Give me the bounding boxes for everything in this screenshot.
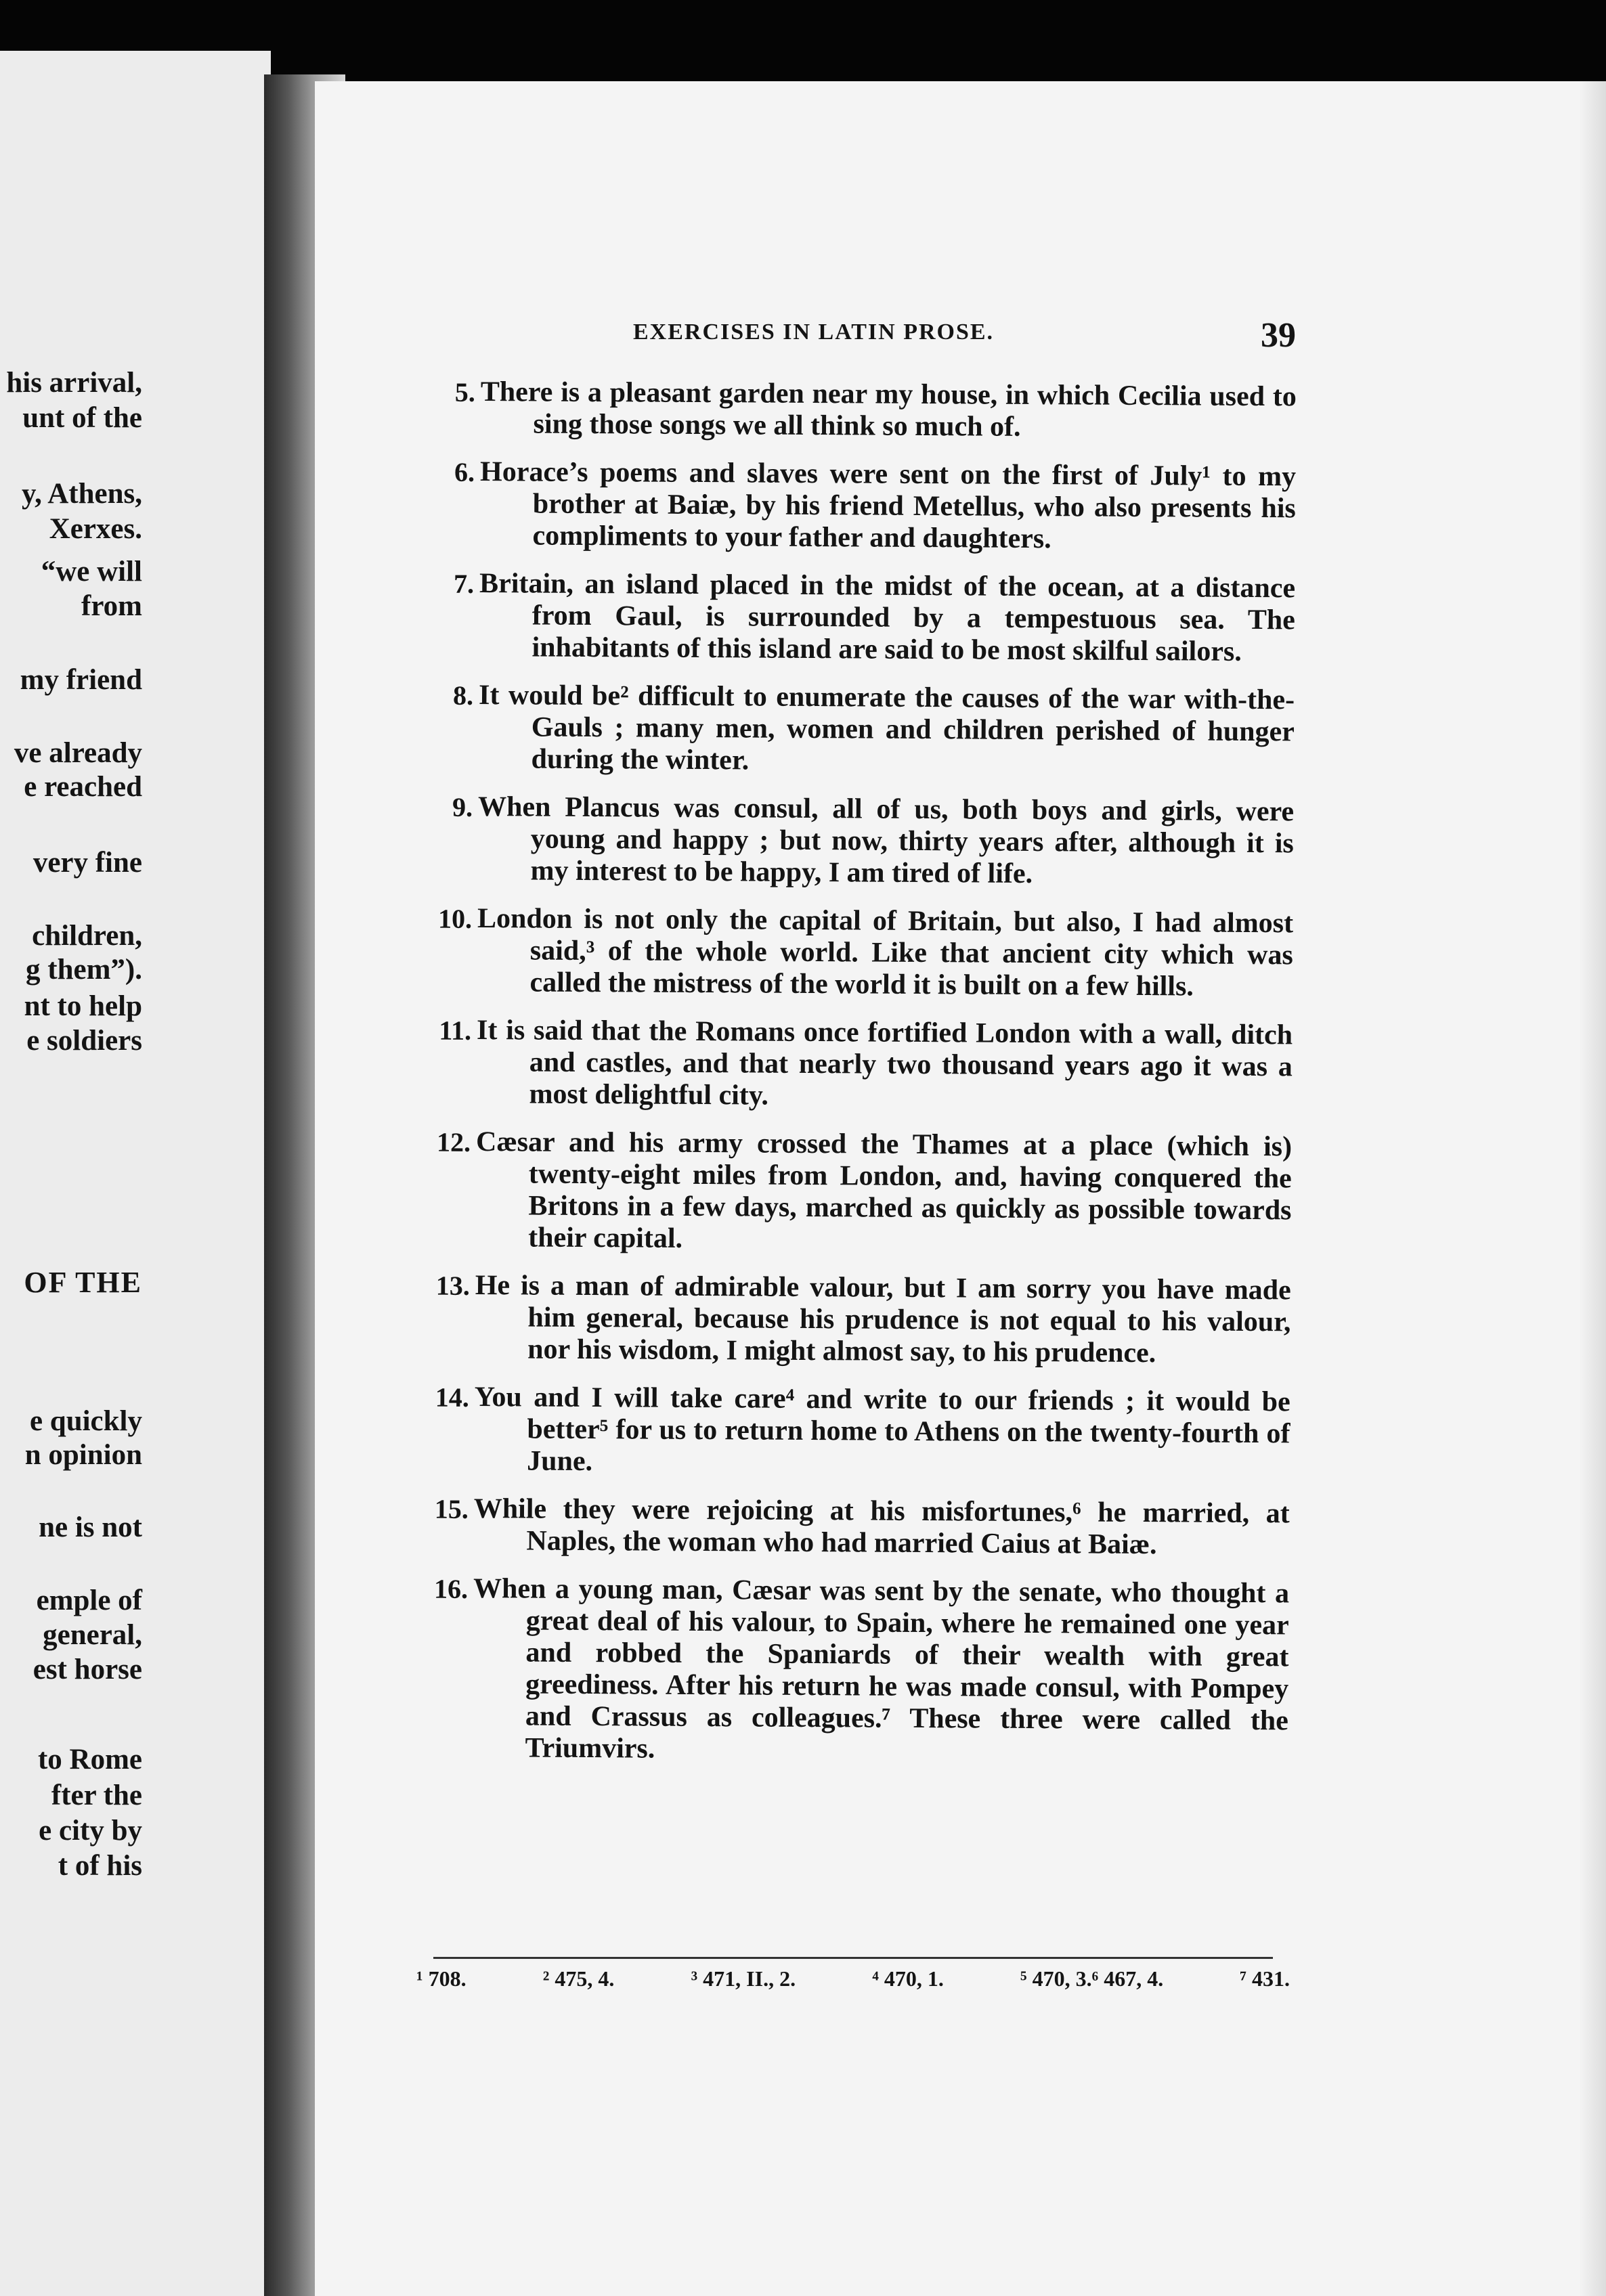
exercise-text: When a young man, Cæsar was sent by the senate, who thought a great deal of his valour, to Spain, where he remained one year and robbed the Spaniards of their wealth with great greediness. After his return he was made consul, with Pompey and Crassus as colleagues.⁷ These three were called the Triumvirs. <box>473 1572 1290 1765</box>
exercise-item <box>433 1572 1290 1769</box>
left-fragment: ve already <box>14 737 142 769</box>
footnote: ⁵ 470, 3.⁶ 467, 4. <box>1020 1966 1164 1991</box>
exercise-text: While they were rejoicing at his misfortunes,⁶ he married, at Naples, the woman who had married Caius at Baiæ. <box>473 1493 1290 1561</box>
left-fragment: nt to help <box>24 990 142 1022</box>
left-fragment: from <box>81 590 142 622</box>
page-number: 39 <box>1261 316 1296 355</box>
exercise-text: It would be² difficult to enumerate the causes of the war with-the-Gauls ; many men, women and children perished of hunger during the winter. <box>478 679 1295 776</box>
exercise-item <box>453 567 1296 668</box>
exercise-text: Horace’s poems and slaves were sent on the first of July¹ to my brother at Baiæ, by his friend Metellus, who also presents his compliments to your father and daughters. <box>479 456 1297 555</box>
left-fragment: y, Athens, <box>21 478 142 510</box>
footnote: ⁷ 431. <box>1240 1966 1290 1991</box>
exercise-item <box>454 376 1297 445</box>
exercise-text: London is not only the capital of Britain, but also, I had almost said,³ of the whole world. Like that ancient city which was called the mistress of the world it is built on a few hills. <box>477 902 1294 1002</box>
exercise-item <box>435 1381 1290 1482</box>
exercise-item <box>439 1014 1293 1115</box>
exercise-text: You and I will take care⁴ and write to our friends ; it would be better⁵ for us to return home to Athens on the twenty-fourth of June. <box>474 1381 1290 1478</box>
exercise-number: 6. <box>454 456 475 487</box>
exercise-list <box>433 376 1297 1785</box>
exercise-number: 9. <box>452 791 473 822</box>
footnote: ¹ 708. <box>416 1966 466 1991</box>
exercise-text: It is said that the Romans once fortified London with a wall, ditch and castles, and that nearly two thousand years ago it was a most delightful city. <box>476 1014 1293 1111</box>
exercise-item <box>437 902 1294 1003</box>
exercise-text: Cæsar and his army crossed the Thames at a place (which is) twenty-eight miles from London, and, having conquered the Britons in a few days, marched as quickly as possible towards their capital. <box>475 1126 1293 1254</box>
exercise-number: 14. <box>435 1382 469 1413</box>
footnote: ² 475, 4. <box>542 1966 615 1991</box>
left-fragment: Xerxes. <box>49 513 142 545</box>
footnote: ³ 471, II., 2. <box>691 1966 796 1991</box>
left-fragment: e city by <box>39 1815 142 1847</box>
left-fragment: n opinion <box>24 1439 142 1471</box>
exercise-number: 12. <box>436 1126 471 1157</box>
exercise-item <box>434 1493 1290 1562</box>
exercise-item <box>452 791 1295 891</box>
left-fragment: children, <box>32 920 142 952</box>
left-fragment: g them”). <box>26 954 142 986</box>
left-fragment: his arrival, <box>6 367 142 399</box>
left-page <box>0 51 271 2296</box>
exercise-number: 11. <box>439 1015 472 1046</box>
left-fragment: very fine <box>32 847 142 879</box>
left-fragment: e reached <box>24 771 142 803</box>
exercise-item <box>452 679 1295 780</box>
exercise-number: 15. <box>434 1493 469 1524</box>
running-head: EXERCISES IN LATIN PROSE. <box>633 319 995 345</box>
footnotes <box>416 1966 1290 1991</box>
left-fragment: ne is not <box>39 1511 142 1543</box>
exercise-text: There is a pleasant garden near my house, in which Cecilia used to sing those songs we all think so much of. <box>480 376 1297 443</box>
left-fragment: e quickly <box>29 1405 142 1437</box>
left-fragment: general, <box>43 1619 142 1651</box>
left-fragment: fter the <box>51 1780 142 1811</box>
footnote-rule <box>433 1957 1273 1959</box>
exercise-number: 7. <box>453 568 475 599</box>
exercise-text: When Plancus was consul, all of us, both boys and girls, were young and happy ; but now, thirty years after, although it is my interest to be happy, I am tired of life. <box>477 791 1295 889</box>
exercise-number: 5. <box>454 376 475 407</box>
exercise-text: He is a man of admirable valour, but I am sorry you have made him general, because his prudence is not equal to his valour, nor his wisdom, I might almost say, to his prudence. <box>475 1269 1291 1369</box>
exercise-number: 13. <box>435 1270 470 1301</box>
left-fragment: “we will <box>41 556 142 588</box>
left-fragment-heading: OF THE <box>24 1266 142 1299</box>
exercise-number: 8. <box>452 680 474 711</box>
left-fragment: unt of the <box>22 402 142 434</box>
exercise-item <box>436 1126 1293 1258</box>
exercise-item <box>454 456 1297 556</box>
footnote: ⁴ 470, 1. <box>872 1966 944 1991</box>
left-fragment: emple of <box>36 1585 142 1616</box>
exercise-number: 10. <box>437 903 473 934</box>
left-fragment: to Rome <box>37 1744 142 1775</box>
exercise-item <box>435 1269 1291 1370</box>
exercise-number: 16. <box>433 1573 469 1604</box>
left-fragment: t of his <box>58 1850 142 1882</box>
left-fragment: my friend <box>20 664 142 696</box>
exercise-text: Britain, an island placed in the midst of the ocean, at a distance from Gaul, is surrounded by a tempestuous sea. The inhabitants of this island are said to be most skilful sailors. <box>479 567 1296 667</box>
left-fragment: est horse <box>32 1654 142 1685</box>
left-fragment: e soldiers <box>26 1025 142 1057</box>
